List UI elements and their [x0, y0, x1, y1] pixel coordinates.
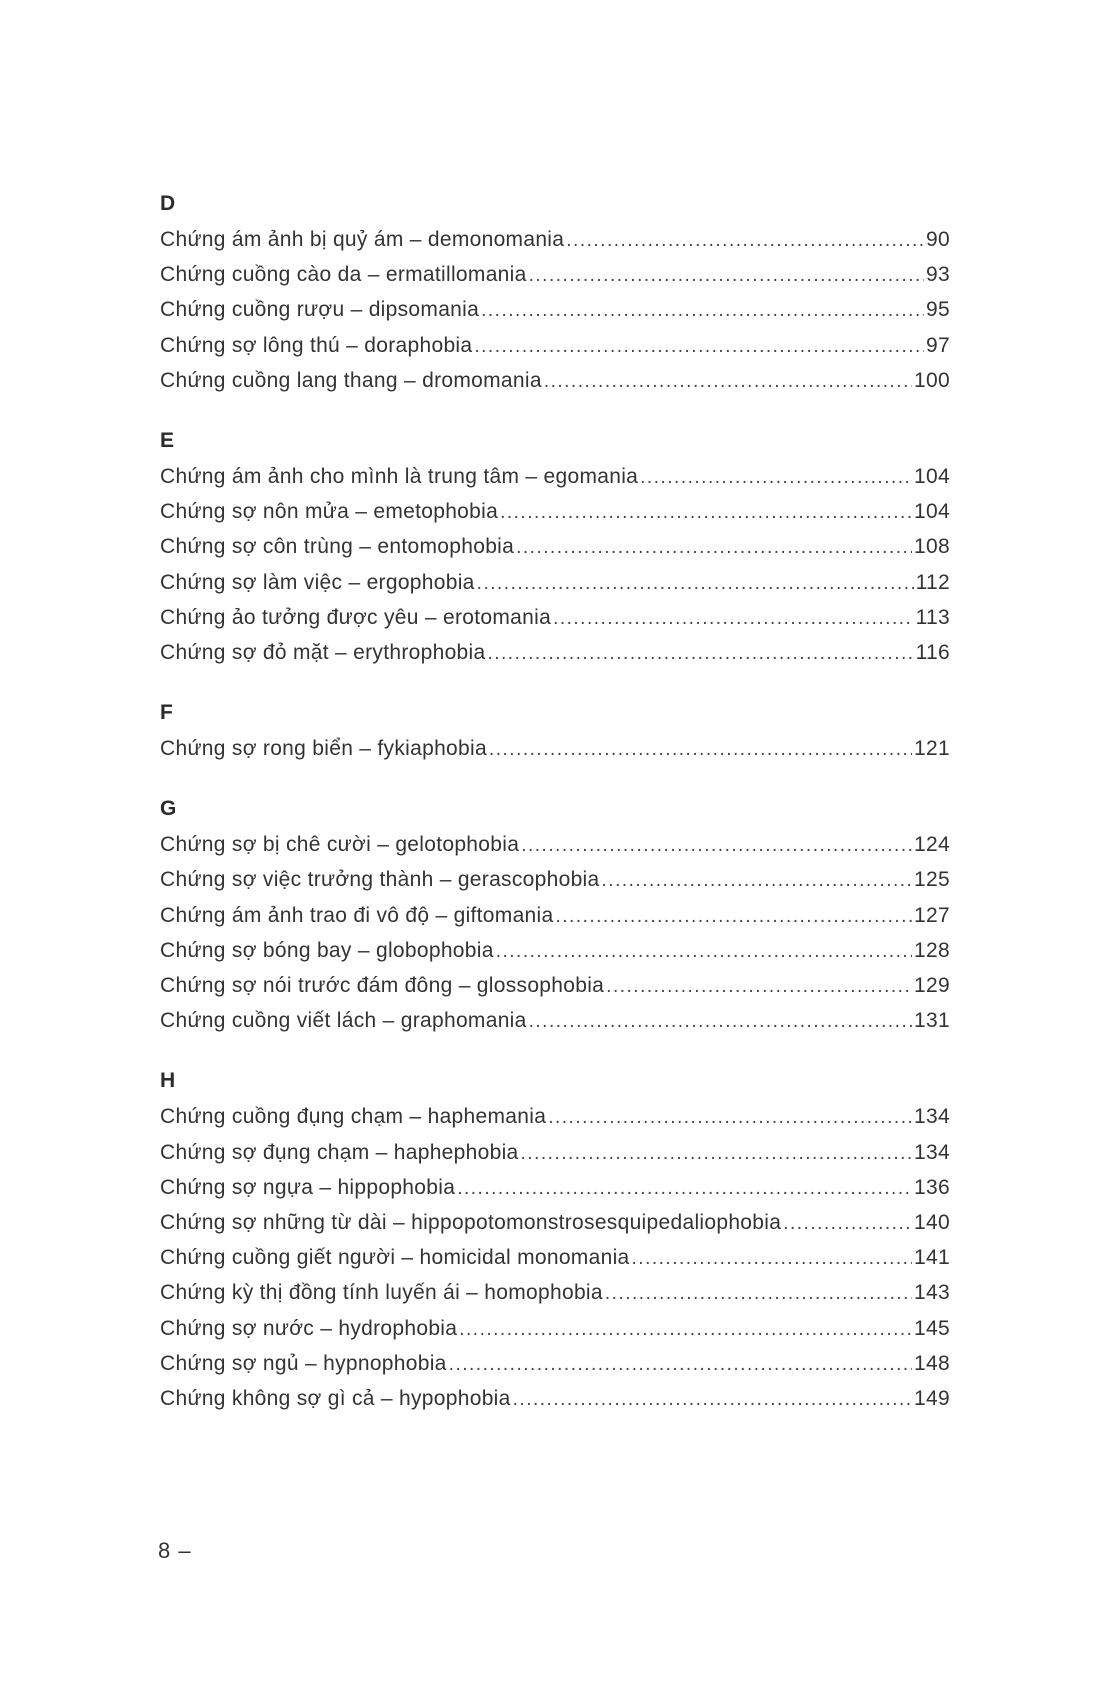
entry-page-number: 127	[914, 903, 950, 927]
entry-title: Chứng sợ nói trước đám đông – glossophobia	[160, 974, 605, 997]
dot-leader	[521, 1136, 913, 1171]
dot-leader	[566, 223, 924, 258]
section-letter: H	[160, 1069, 176, 1093]
dot-leader	[474, 329, 924, 364]
toc-entry	[160, 222, 950, 257]
entry-page-number: 97	[926, 333, 950, 357]
dot-leader	[500, 495, 912, 530]
entry-page-number: 141	[914, 1246, 950, 1270]
entry-title: Chứng sợ rong biển – fykiaphobia	[160, 737, 487, 761]
dot-leader	[487, 636, 913, 671]
entry-title: Chứng cuồng giết người – homicidal monomania	[160, 1246, 630, 1270]
entry-page-number: 131	[914, 1009, 950, 1033]
entry-title: Chứng sợ bị chê cười – gelotophobia	[160, 833, 520, 857]
dot-leader	[449, 1347, 912, 1382]
dot-leader	[529, 1004, 912, 1039]
dot-leader	[544, 364, 912, 399]
entry-title: Chứng sợ nước – hydrophobia	[160, 1316, 458, 1340]
entry-page-number: 93	[926, 263, 950, 287]
entry-page-number: 134	[914, 1105, 950, 1129]
entry-title: Chứng kỳ thị đồng tính luyến ái – homophobia	[160, 1281, 603, 1305]
entry-title: Chứng cuồng đụng chạm – haphemania	[160, 1105, 547, 1129]
entry-page-number: 100	[914, 368, 950, 392]
dot-leader	[602, 863, 913, 898]
toc-entry	[160, 565, 950, 600]
dot-leader	[553, 601, 914, 636]
section-letter: D	[160, 192, 176, 215]
dot-leader	[489, 732, 912, 767]
toc-entry	[160, 1240, 950, 1275]
entry-title: Chứng sợ đụng chạm – haphephobia	[160, 1140, 519, 1164]
dot-leader	[496, 934, 912, 969]
entry-title: Chứng cuồng rượu – dipsomania	[160, 298, 480, 322]
entry-title: Chứng ảo tưởng được yêu – erotomania	[160, 605, 552, 629]
toc-entry	[160, 1205, 950, 1240]
entry-page-number: 148	[914, 1351, 950, 1375]
toc-entry	[160, 1381, 950, 1416]
toc-entry	[160, 292, 950, 327]
toc-section-h	[160, 1066, 950, 1416]
toc-section-g	[160, 794, 950, 1038]
entry-page-number: 125	[914, 868, 950, 892]
entry-title: Chứng không sợ gì cả – hypophobia	[160, 1386, 511, 1410]
dot-leader	[477, 566, 914, 601]
dot-leader	[606, 969, 912, 1004]
dot-leader	[783, 1206, 912, 1241]
section-letter: E	[160, 428, 175, 452]
entry-title: Chứng sợ làm việc – ergophobia	[160, 570, 475, 594]
toc-entry	[160, 459, 950, 494]
entry-page-number: 128	[914, 938, 950, 962]
toc-entry	[160, 1135, 950, 1170]
toc-entry	[160, 1170, 950, 1205]
toc-entry	[160, 933, 950, 968]
dot-leader	[640, 460, 912, 495]
section-letter: F	[160, 701, 173, 725]
entry-page-number: 134	[914, 1140, 950, 1164]
toc-entry	[160, 1099, 950, 1134]
toc-section-d	[160, 189, 950, 398]
entry-title: Chứng sợ nôn mửa – emetophobia	[160, 500, 499, 524]
entry-page-number: 124	[914, 833, 950, 857]
toc-entry	[160, 328, 950, 363]
entry-page-number: 113	[915, 605, 950, 629]
toc-entry	[160, 862, 950, 897]
dot-leader	[548, 1100, 912, 1135]
toc-entry	[160, 494, 950, 529]
entry-page-number: 104	[914, 500, 950, 524]
dot-leader	[481, 293, 924, 328]
entry-page-number: 140	[914, 1210, 950, 1234]
toc-entry	[160, 600, 950, 635]
toc-entry	[160, 827, 950, 862]
entry-page-number: 143	[914, 1281, 950, 1305]
dot-leader	[605, 1276, 912, 1311]
dot-leader	[555, 899, 912, 934]
entry-page-number: 108	[914, 535, 950, 559]
entry-page-number: 104	[914, 464, 950, 488]
dot-leader	[457, 1171, 912, 1206]
entry-title: Chứng sợ việc trưởng thành – gerascophobia	[160, 868, 600, 892]
entry-page-number: 149	[914, 1386, 950, 1410]
entry-title: Chứng sợ bóng bay – globophobia	[160, 938, 494, 962]
toc-section-e	[160, 426, 950, 670]
entry-title: Chứng ám ảnh trao đi vô độ – giftomania	[160, 903, 554, 927]
toc-entry	[160, 1003, 950, 1038]
toc-entry	[160, 1346, 950, 1381]
entry-title: Chứng cuồng cào da – ermatillomania	[160, 263, 527, 287]
entry-title: Chứng ám ảnh bị quỷ ám – demonomania	[160, 228, 565, 251]
entry-page-number: 121	[914, 737, 950, 761]
dot-leader	[521, 828, 912, 863]
toc-entry	[160, 731, 950, 766]
toc-entry	[160, 968, 950, 1003]
entry-title: Chứng cuồng viết lách – graphomania	[160, 1009, 527, 1033]
toc-section-f	[160, 698, 950, 766]
entry-title: Chứng ám ảnh cho mình là trung tâm – egomania	[160, 464, 639, 488]
entry-page-number: 129	[914, 974, 950, 997]
table-of-contents	[160, 189, 950, 1444]
entry-page-number: 136	[914, 1175, 950, 1199]
entry-title: Chứng sợ lông thú – doraphobia	[160, 333, 473, 357]
entry-title: Chứng sợ côn trùng – entomophobia	[160, 535, 515, 559]
entry-page-number: 95	[926, 298, 950, 322]
entry-title: Chứng cuồng lang thang – dromomania	[160, 368, 542, 392]
page-number-footer: 8 –	[158, 1538, 192, 1563]
entry-title: Chứng sợ ngủ – hypnophobia	[160, 1351, 447, 1375]
toc-entry	[160, 1275, 950, 1310]
toc-entry	[160, 529, 950, 564]
dot-leader	[632, 1241, 913, 1276]
section-letter: G	[160, 797, 177, 821]
entry-title: Chứng sợ những từ dài – hippopotomonstrosesquipedaliophobia	[160, 1210, 782, 1234]
dot-leader	[459, 1312, 912, 1347]
toc-entry	[160, 898, 950, 933]
toc-entry	[160, 363, 950, 398]
entry-page-number: 116	[915, 640, 950, 664]
toc-entry	[160, 257, 950, 292]
toc-entry	[160, 1311, 950, 1346]
entry-title: Chứng sợ ngựa – hippophobia	[160, 1175, 456, 1199]
entry-page-number: 112	[915, 570, 950, 594]
entry-page-number: 145	[914, 1316, 950, 1340]
dot-leader	[529, 258, 924, 293]
dot-leader	[516, 530, 912, 565]
entry-page-number: 90	[926, 228, 950, 251]
dot-leader	[513, 1382, 912, 1417]
entry-title: Chứng sợ đỏ mặt – erythrophobia	[160, 640, 486, 664]
toc-entry	[160, 635, 950, 670]
